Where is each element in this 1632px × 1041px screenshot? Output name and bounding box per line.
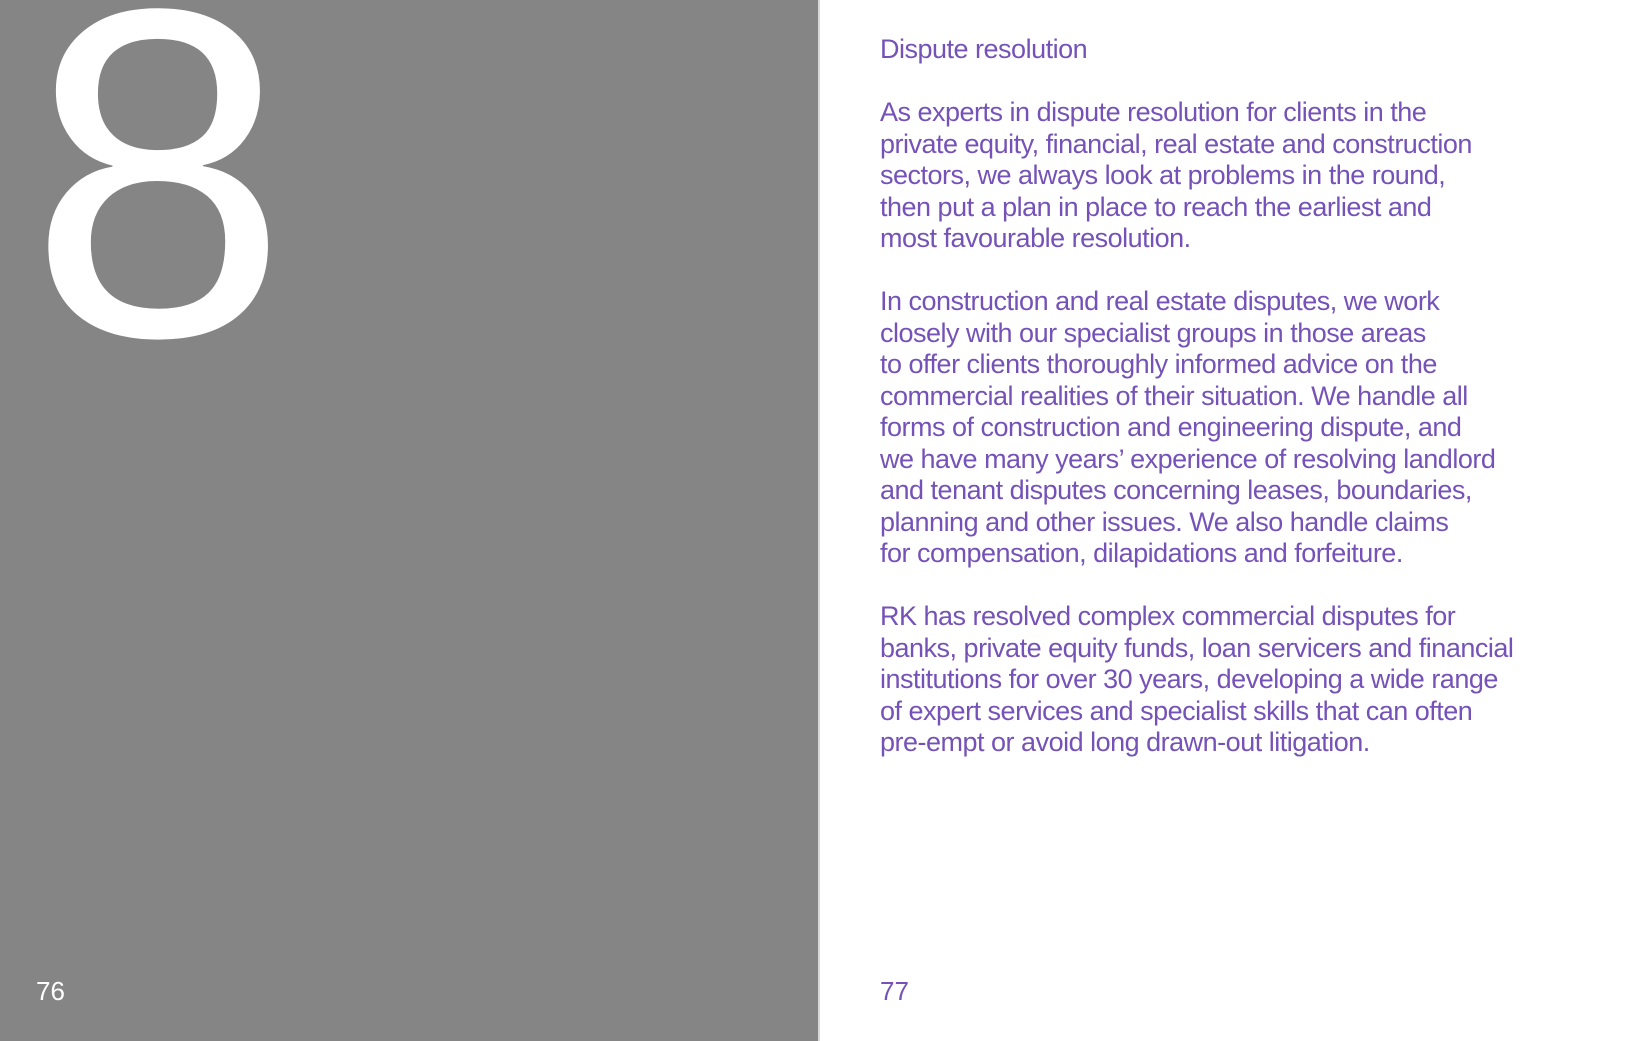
paragraph-intro: As experts in dispute resolution for clients in the private equity, financial, real estate and construction sectors, we always look at problems in the round, then put a plan in place to reach the earliest and most favourable resolution. bbox=[880, 97, 1472, 253]
section-title: Dispute resolution bbox=[880, 34, 1088, 64]
right-page bbox=[820, 0, 1632, 1041]
section-content bbox=[880, 34, 1620, 790]
chapter-number: 8 bbox=[28, 0, 279, 435]
page-number-left: 76 bbox=[36, 976, 65, 1006]
page-number-right: 77 bbox=[880, 976, 909, 1006]
paragraph-construction-real-estate: In construction and real estate disputes, we work closely with our specialist groups in those areas to offer clients thoroughly informed advice on the commercial realities of their situation. We handle all forms of construction and engineering dispute, and we have many years’ experience of resolving landlord and tenant disputes concerning leases, boundaries, planning and other issues. We also handle claims for compensation, dilapidations and forfeiture. bbox=[880, 286, 1496, 568]
paragraph-commercial-disputes: RK has resolved complex commercial disputes for banks, private equity funds, loan servicers and financial institutions for over 30 years, developing a wide range of expert services and specialist skills that can often pre-empt or avoid long drawn-out litigation. bbox=[880, 601, 1514, 757]
